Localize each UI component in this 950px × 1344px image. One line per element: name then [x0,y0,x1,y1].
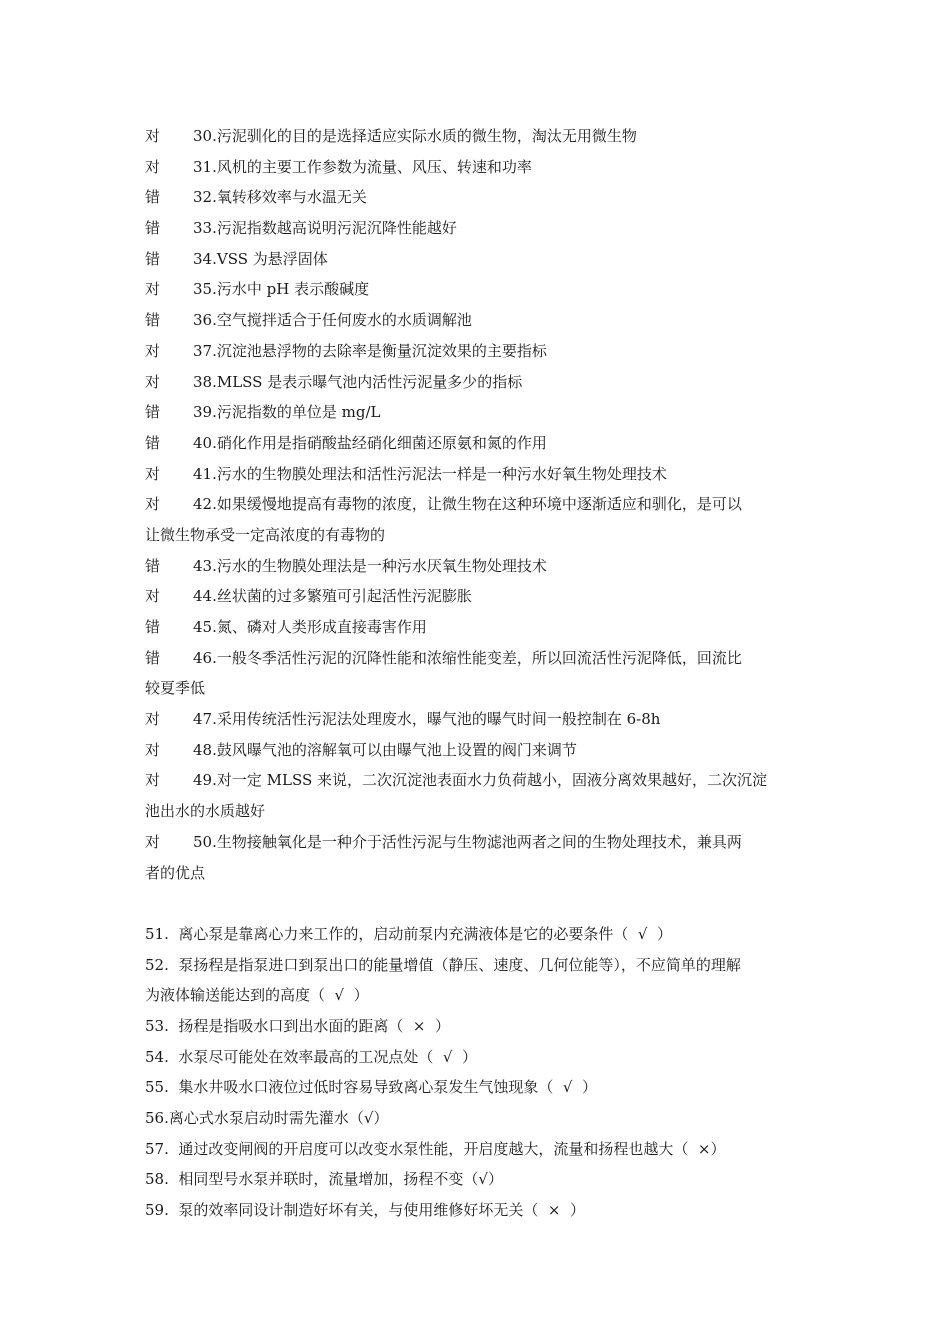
pump-question-item: 59. 泵的效率同设计制造好坏有关，与使用维修好坏无关（ × ） [145,1201,586,1220]
question-item [145,274,810,305]
answer-mark: 对 [145,127,161,145]
answer-mark: 对 [145,280,161,299]
question-text: 38.MLSS 是表示曝气池内活性污泥量多少的指标 [193,372,523,391]
question-text: 41.污水的生物膜处理法和活性污泥法一样是一种污水好氧生物处理技术 [193,464,667,483]
answer-mark: 错 [145,188,161,207]
question-item [145,336,810,367]
answer-mark: 对 [145,464,161,483]
pump-question-item: 57. 通过改变闸阀的开启度可以改变水泵性能，开启度越大，流量和扬程也越大（ ×） [145,1139,726,1158]
answer-mark: 对 [145,341,161,360]
question-text-continuation: 让微生物承受一定高浓度的有毒物的 [145,525,386,544]
answer-mark: 对 [145,710,161,729]
question-item [145,152,810,183]
answer-mark: 对 [145,587,161,606]
answer-mark: 错 [145,556,161,575]
question-text: 37.沉淀池悬浮物的去除率是衡量沉淀效果的主要指标 [193,341,547,360]
answer-mark: 错 [145,618,161,636]
pump-question-item: 53. 扬程是指吸水口到出水面的距离（ × ） [145,1016,451,1035]
pump-question-item: 55. 集水井吸水口液位过低时容易导致离心泵发生气蚀现象（ √ ） [145,1078,598,1097]
answer-mark: 错 [145,219,161,238]
question-text: 33.污泥指数越高说明污泥沉降性能越好 [193,219,457,238]
question-text: 34.VSS 为悬浮固体 [193,249,328,268]
question-text: 36.空气搅拌适合于任何废水的水质调解池 [193,311,472,330]
question-item [145,551,810,582]
question-text: 45.氮、磷对人类形成直接毒害作用 [193,618,427,636]
question-item [145,643,810,674]
question-item [145,213,810,244]
true-false-list [145,121,810,888]
pump-question-item: 51. 离心泵是靠离心力来工作的，启动前泵内充满液体是它的必要条件（ √ ） [145,924,673,943]
answer-mark: 对 [145,372,161,391]
question-text: 47.采用传统活性污泥法处理废水，曝气池的曝气时间一般控制在 6-8h [193,710,661,729]
question-item [145,367,810,398]
question-item [145,489,810,520]
answer-mark: 对 [145,832,161,851]
pump-question-item: 58. 相同型号水泵并联时，流量增加，扬程不变（√） [145,1170,503,1189]
question-text: 31.风机的主要工作参数为流量、风压、转速和功率 [193,157,532,176]
answer-mark: 对 [145,740,161,759]
answer-mark: 对 [145,157,161,176]
section-gap [145,888,810,919]
pump-question-item: 54. 水泵尽可能处在效率最高的工况点处（ √ ） [145,1047,478,1066]
question-item [145,735,810,766]
pump-question-list [145,919,810,1226]
question-item [145,765,810,796]
question-item [145,704,810,735]
answer-mark: 错 [145,249,161,268]
answer-mark: 错 [145,311,161,330]
question-text-continuation: 者的优点 [145,863,206,882]
question-text: 30.污泥驯化的目的是选择适应实际水质的微生物，淘汰无用微生物 [193,127,637,145]
pump-question-item: 56.离心式水泵启动时需先灌水（√） [145,1109,389,1127]
answer-mark: 错 [145,433,161,452]
document-page [145,121,810,1226]
question-text: 44.丝状菌的过多繁殖可引起活性污泥膨胀 [193,587,472,606]
pump-question-continuation: 为液体输送能达到的高度（ √ ） [145,986,369,1005]
pump-question-item: 52. 泵扬程是指泵进口到泵出口的能量增值（静压、速度、几何位能等），不应简单的理解 [145,955,741,974]
question-item [145,244,810,275]
question-item [145,182,810,213]
question-item [145,121,810,152]
answer-mark: 对 [145,771,161,790]
question-text-continuation: 较夏季低 [145,679,206,698]
question-item [145,459,810,490]
question-text: 50.生物接触氧化是一种介于活性污泥与生物滤池两者之间的生物处理技术，兼具两 [193,832,742,851]
answer-mark: 错 [145,403,161,422]
question-text-continuation: 池出水的水质越好 [145,802,266,821]
question-text: 39.污泥指数的单位是 mg/L [193,403,381,422]
question-item [145,428,810,459]
answer-mark: 对 [145,495,161,514]
question-text: 32.氧转移效率与水温无关 [193,188,367,207]
question-text: 49.对一定 MLSS 来说，二次沉淀池表面水力负荷越小，固液分离效果越好，二次沉淀 [193,771,768,790]
question-item [145,305,810,336]
question-text: 46.一般冬季活性污泥的沉降性能和浓缩性能变差，所以回流活性污泥降低，回流比 [193,648,742,667]
question-text: 40.硝化作用是指硝酸盐经硝化细菌还原氨和氮的作用 [193,433,547,452]
question-text: 43.污水的生物膜处理法是一种污水厌氧生物处理技术 [193,556,547,575]
question-item [145,397,810,428]
question-text: 35.污水中 pH 表示酸碱度 [193,280,370,299]
question-text: 48.鼓风曝气池的溶解氧可以由曝气池上设置的阀门来调节 [193,740,577,759]
question-text: 42.如果缓慢地提高有毒物的浓度，让微生物在这种环境中逐渐适应和驯化，是可以 [193,495,742,514]
question-item [145,581,810,612]
question-item [145,612,810,643]
answer-mark: 错 [145,648,161,667]
question-item [145,827,810,858]
